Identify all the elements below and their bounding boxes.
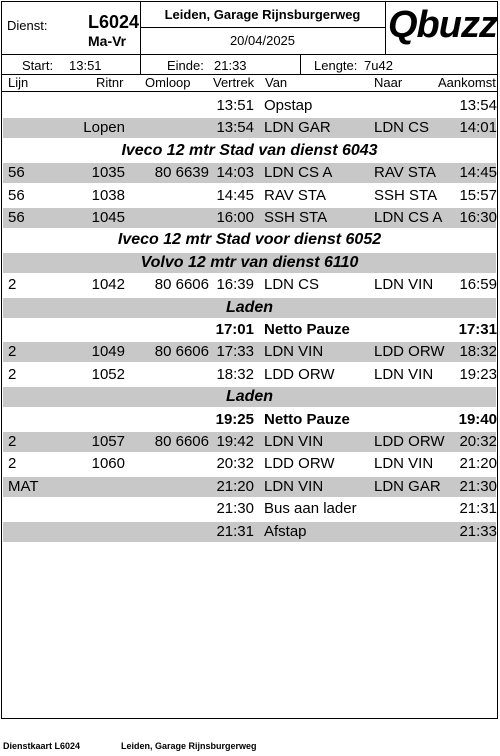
cell-ritnr: 1038: [91, 186, 125, 204]
cell-van: LDN CS A: [264, 164, 333, 182]
cell-ritnr: 1049: [91, 343, 125, 361]
cell-naar: LDN CS: [374, 119, 430, 137]
cell-ritnr: [65, 477, 125, 497]
cell-omloop: 80 6639: [154, 164, 209, 182]
cell-aankomst: 19:23: [459, 365, 497, 383]
duty-card: [1, 1, 498, 719]
cell-lijn: 2: [8, 433, 17, 450]
cell-omloop: 80 6606: [154, 343, 209, 361]
cell-van: LDD ORW: [264, 365, 335, 383]
cell-van: LDN VIN: [264, 433, 324, 450]
cell-omloop: 80 6606: [154, 433, 209, 450]
cell-ritnr: [65, 96, 125, 116]
cell-lijn: 56: [8, 164, 25, 182]
cell-omloop: [143, 477, 209, 497]
cell-van: LDN GAR: [264, 119, 331, 137]
cell-lijn: [8, 499, 68, 519]
end-time: 21:33: [214, 58, 247, 73]
cell-aankomst: 14:01: [459, 119, 497, 137]
cell-omloop: [143, 96, 209, 116]
cell-ritnr: [65, 522, 125, 542]
cell-aankomst: 21:33: [459, 522, 497, 540]
cell-van: RAV STA: [264, 186, 326, 204]
cell-van: LDN VIN: [264, 343, 324, 361]
table-top-divider: [2, 91, 497, 92]
cell-ritnr: [65, 410, 125, 430]
cell-aankomst: 21:20: [459, 455, 497, 473]
cell-vertrek: 20:32: [216, 455, 254, 473]
trip-row: [3, 320, 496, 340]
cell-aankomst: 21:30: [459, 477, 497, 495]
header-vline-3: [140, 54, 141, 74]
trip-row: [3, 186, 496, 206]
start-time: 13:51: [69, 58, 102, 73]
trip-row: [3, 477, 496, 497]
section-header: Iveco 12 mtr Stad voor dienst 6052: [117, 231, 382, 249]
trip-row: [3, 432, 496, 452]
footer-location: Leiden, Garage Rijnsburgerweg: [121, 741, 257, 751]
garage-location: Leiden, Garage Rijnsburgerweg: [164, 7, 361, 22]
cell-omloop: [143, 454, 209, 474]
cell-ritnr: [65, 320, 125, 340]
cell-van: LDD ORW: [264, 455, 335, 473]
col-lijn: Lijn: [8, 75, 29, 90]
location-divider: [140, 27, 385, 28]
cell-naar: LDN GAR: [374, 477, 441, 495]
cell-omloop: [143, 320, 209, 340]
cell-naar: LDN CS A: [374, 209, 443, 226]
cell-aankomst: 19:40: [458, 410, 497, 428]
cell-vertrek: 17:33: [216, 343, 254, 361]
cell-lijn: [8, 320, 68, 340]
trip-row: [3, 275, 496, 295]
length-label: Lengte:: [314, 58, 358, 73]
cell-lijn: 2: [8, 276, 17, 294]
service-date: 20/04/2025: [229, 33, 296, 48]
cell-lijn: [8, 522, 68, 542]
dienst-days: Ma-Vr: [88, 33, 127, 49]
cell-ritnr: 1060: [91, 455, 125, 473]
cell-omloop: [143, 118, 209, 138]
trip-row: [3, 454, 496, 474]
dienst-label: Dienst:: [7, 18, 48, 33]
cell-aankomst: 13:54: [459, 97, 497, 114]
trip-row: [3, 522, 496, 542]
cell-lijn: [8, 410, 68, 430]
cell-ritnr: 1035: [91, 164, 125, 182]
cell-naar: [374, 522, 454, 542]
qbuzz-logo: Qbuzz: [388, 4, 497, 46]
cell-vertrek: 19:42: [216, 433, 254, 450]
cell-van: Opstap: [264, 97, 313, 114]
cell-omloop: [143, 365, 209, 385]
cell-van: Afstap: [264, 522, 307, 540]
cell-vertrek: 16:39: [216, 276, 254, 294]
cell-omloop: [143, 499, 209, 519]
cell-vertrek: 19:25: [215, 410, 254, 428]
cell-lijn: [8, 96, 68, 116]
cell-van: LDN CS: [264, 276, 320, 294]
cell-vertrek: 18:32: [216, 365, 254, 383]
cell-ritnr: 1057: [91, 433, 125, 450]
cell-vertrek: 14:03: [216, 164, 254, 182]
cell-vertrek: 16:00: [216, 209, 254, 226]
col-van: Van: [265, 75, 288, 90]
cell-naar: LDD ORW: [374, 343, 445, 361]
cell-aankomst: 17:31: [458, 321, 497, 338]
end-label: Einde:: [167, 58, 204, 73]
cell-lijn: 2: [8, 343, 17, 361]
section-header: Iveco 12 mtr Stad van dienst 6043: [121, 141, 378, 159]
cell-naar: SSH STA: [374, 186, 438, 204]
cell-aankomst: 18:32: [459, 343, 497, 361]
cell-lijn: 56: [8, 186, 25, 204]
cell-vertrek: 14:45: [216, 186, 254, 204]
trip-row: [3, 118, 496, 138]
cell-naar: RAV STA: [374, 164, 436, 182]
trip-row: [3, 342, 496, 362]
col-ritnr: Ritnr: [96, 75, 124, 90]
cell-ritnr: 1042: [91, 276, 125, 294]
cell-aankomst: 16:59: [459, 276, 497, 294]
cell-lijn: 56: [8, 209, 25, 226]
col-vertrek: Vertrek: [213, 75, 255, 90]
cell-naar: LDD ORW: [374, 433, 445, 450]
cell-omloop: [143, 522, 209, 542]
header-vline-4: [300, 54, 301, 74]
cell-ritnr: 1052: [91, 365, 125, 383]
cell-omloop: [143, 410, 209, 430]
footer-card-id: Dienstkaart L6024: [3, 741, 81, 751]
cell-ritnr: Lopen: [83, 119, 125, 137]
cell-aankomst: 16:30: [459, 209, 497, 226]
cell-van: Bus aan lader: [264, 500, 357, 518]
trip-row: [3, 163, 496, 183]
cell-lijn: 2: [8, 365, 17, 383]
dienst-number: L6024: [88, 12, 140, 32]
cell-omloop: [143, 186, 209, 206]
col-aankomst: Aankomst: [438, 75, 496, 90]
cell-naar: LDN VIN: [374, 365, 434, 383]
cell-naar: [374, 96, 454, 116]
cell-omloop: 80 6606: [154, 276, 209, 294]
header-divider: [2, 54, 497, 55]
trip-row: [3, 365, 496, 385]
cell-vertrek: 13:51: [216, 97, 254, 114]
cell-vertrek: 21:30: [216, 500, 254, 518]
cell-naar: LDN VIN: [374, 276, 434, 294]
trip-row: [3, 208, 496, 228]
cell-lijn: 2: [8, 455, 17, 473]
trip-row: [3, 410, 496, 430]
start-label: Start:: [22, 58, 54, 73]
cell-aankomst: 20:32: [459, 433, 497, 450]
cell-vertrek: 13:54: [216, 119, 254, 137]
cell-van: Netto Pauze: [264, 321, 350, 338]
cell-aankomst: 21:31: [459, 500, 497, 518]
cell-omloop: [143, 208, 209, 228]
cell-ritnr: [65, 499, 125, 519]
trip-row: [3, 96, 496, 116]
cell-van: SSH STA: [264, 209, 328, 226]
length-value: 7u42: [364, 58, 393, 73]
cell-lijn: [8, 118, 68, 138]
cell-lijn: MAT: [8, 477, 39, 495]
header-vline-2: [385, 2, 386, 54]
cell-naar: [374, 410, 454, 430]
section-header: Laden: [3, 298, 496, 318]
cell-aankomst: 14:45: [459, 164, 497, 182]
cell-van: Netto Pauze: [264, 410, 350, 428]
cell-van: LDN VIN: [264, 477, 324, 495]
cell-ritnr: 1045: [91, 209, 125, 226]
cell-vertrek: 21:20: [216, 477, 254, 495]
col-omloop: Omloop: [145, 75, 191, 90]
trip-row: [3, 499, 496, 519]
cell-vertrek: 21:31: [216, 522, 254, 540]
cell-naar: [374, 320, 454, 340]
cell-naar: LDN VIN: [374, 455, 434, 473]
section-header: Volvo 12 mtr van dienst 6110: [3, 253, 496, 273]
section-header: Laden: [3, 387, 496, 407]
col-naar: Naar: [374, 75, 403, 90]
cell-naar: [374, 499, 454, 519]
cell-vertrek: 17:01: [215, 321, 254, 338]
cell-aankomst: 15:57: [459, 186, 497, 204]
